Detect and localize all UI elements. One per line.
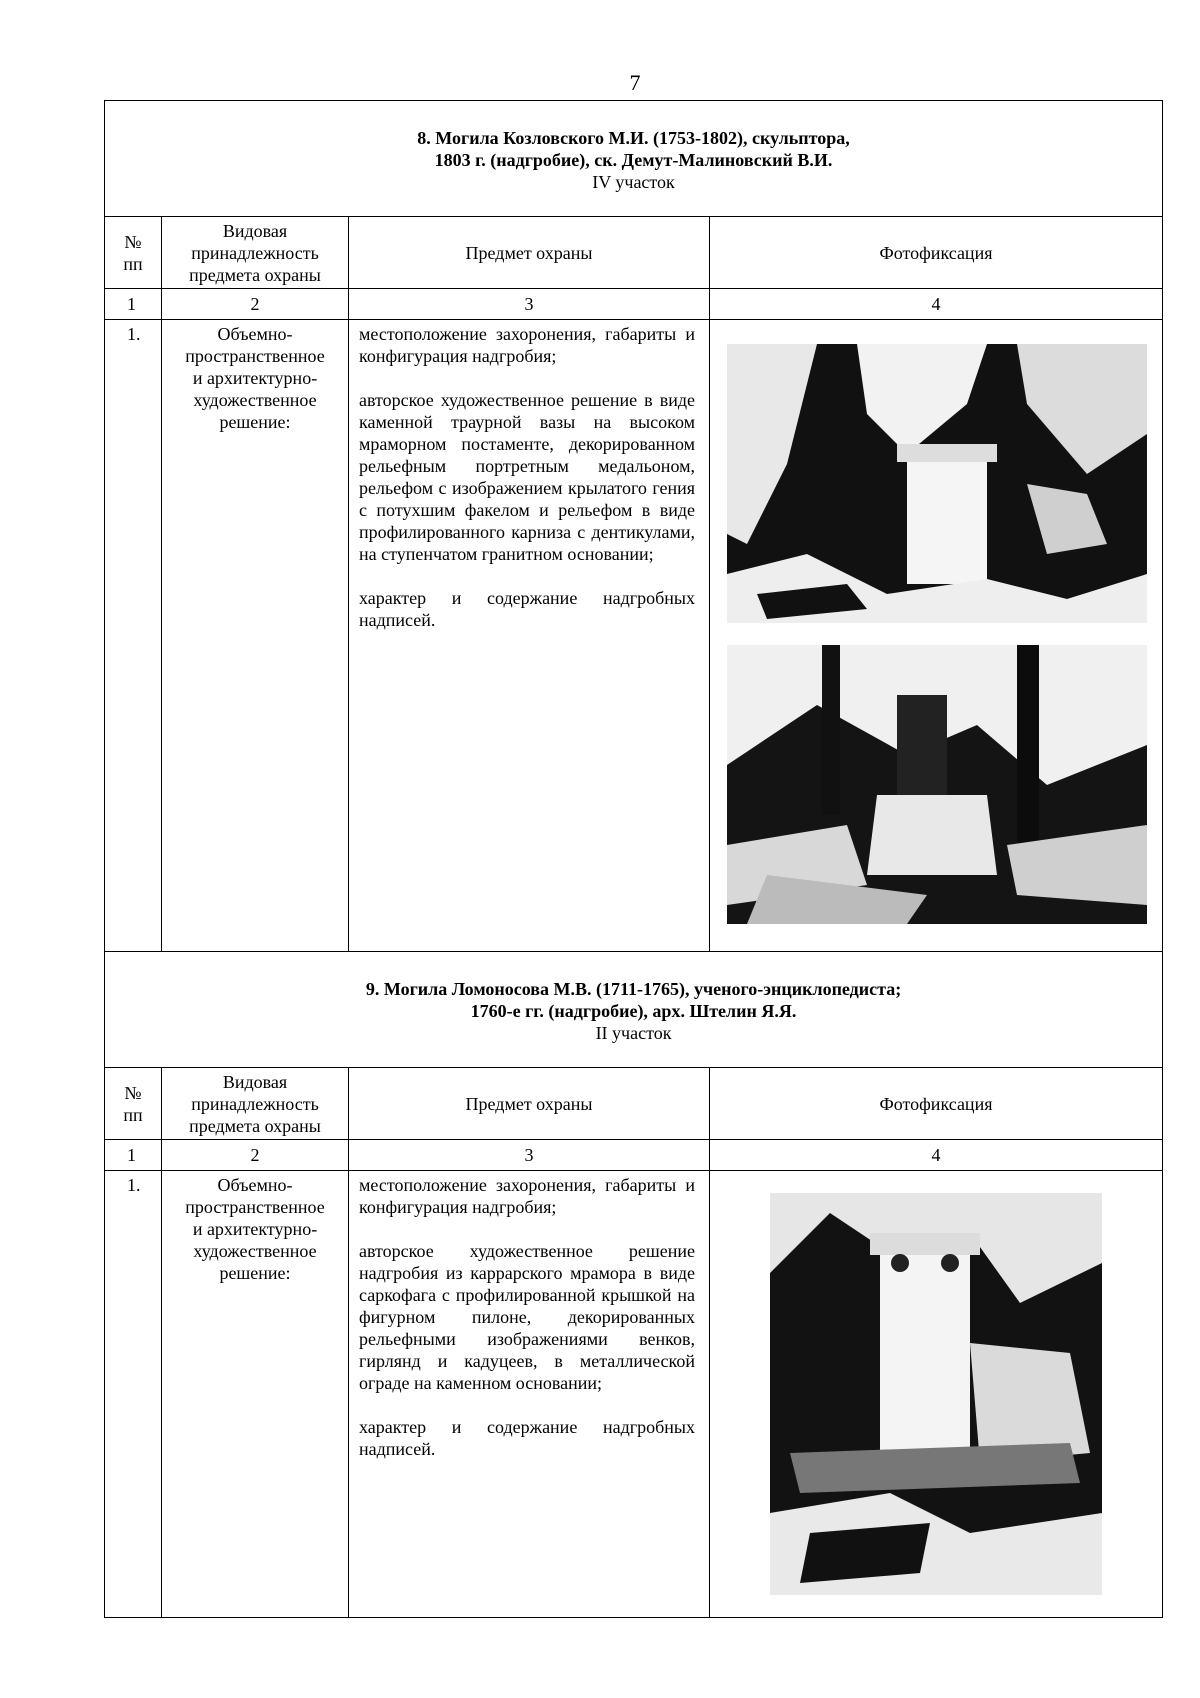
section-8-title-line1: 8. Могила Козловского М.И. (1753-1802), скульптора, — [417, 128, 850, 148]
subject-paragraph: авторское художественное решение в виде каменной траурной вазы на высоком мраморном постаменте, декорированном рельефным портретным медальоном, рельефом с изображением крылатого гения с потухшим факелом и рельефом в виде профилированного карниза с дентикулами, на ступенчатом гранитном основании; — [359, 390, 695, 564]
header-number — [105, 1068, 162, 1140]
header-type — [162, 217, 349, 289]
header-type-line2: принадлежность — [191, 242, 319, 263]
grave-photo-2-image — [727, 645, 1147, 924]
header-subject: Предмет охраны — [349, 1068, 710, 1140]
header-type-line3: предмета охраны — [189, 1115, 321, 1136]
row-number: 1. — [105, 320, 162, 952]
section-8-title-line2: 1803 г. (надгробие), ск. Демут-Малиновский В.И. — [434, 150, 833, 170]
header-type-line1: Видовая — [222, 1071, 288, 1092]
row-type — [162, 1171, 349, 1618]
grave-photo-3 — [770, 1193, 1102, 1595]
row-subject — [349, 320, 710, 952]
header-number — [105, 217, 162, 289]
col-number-2: 2 — [162, 289, 349, 320]
header-type-line3: предмета охраны — [189, 264, 321, 285]
section-9-title-row — [105, 952, 1163, 1068]
row-number: 1. — [105, 1171, 162, 1618]
subject-paragraph: характер и содержание надгробных надписей. — [359, 588, 695, 630]
section-9-data-row — [105, 1171, 1163, 1618]
header-type-line1: Видовая — [222, 220, 288, 241]
type-line: решение: — [219, 1263, 291, 1283]
header-type-line2: принадлежность — [191, 1093, 319, 1114]
header-number-line2: пп — [123, 1104, 143, 1125]
type-line: Объемно- — [217, 1175, 293, 1195]
grave-photo-2 — [727, 645, 1147, 924]
type-line: и архитектурно- — [192, 1219, 318, 1239]
col-number-1: 1 — [105, 1140, 162, 1171]
type-line: художественное — [193, 1241, 317, 1261]
col-number-1: 1 — [105, 289, 162, 320]
subject-paragraph: авторское художественное решение надгробия из каррарского мрамора в виде саркофага с профилированной крышкой на фигурном пилоне, декорированных рельефными изображениями венков, гирлянд и кадуцеев, в металлической ограде на каменном основании; — [359, 1241, 695, 1393]
row-subject — [349, 1171, 710, 1618]
type-line: и архитектурно- — [192, 368, 318, 388]
section-9-plot: II участок — [595, 1023, 672, 1043]
type-line: решение: — [219, 412, 291, 432]
header-number-line2: пп — [123, 253, 143, 274]
section-8-title — [105, 101, 1163, 217]
header-type — [162, 1068, 349, 1140]
col-number-4: 4 — [710, 289, 1163, 320]
grave-photo-1 — [727, 344, 1147, 623]
heritage-table — [104, 100, 1163, 1618]
section-8-plot: IV участок — [592, 172, 675, 192]
page-number: 7 — [629, 70, 641, 95]
type-line: художественное — [193, 390, 317, 410]
type-line: Объемно- — [217, 324, 293, 344]
section-8-title-row — [105, 101, 1163, 217]
subject-paragraph: местоположение захоронения, габариты и конфигурация надгробия; — [359, 1175, 695, 1217]
col-number-4: 4 — [710, 1140, 1163, 1171]
col-number-3: 3 — [349, 289, 710, 320]
section-8-column-number-row — [105, 289, 1163, 320]
header-number-line1: № — [124, 1082, 142, 1103]
row-photos — [710, 320, 1163, 952]
subject-paragraph: характер и содержание надгробных надписей. — [359, 1417, 695, 1459]
section-9-title-line2: 1760-е гг. (надгробие), арх. Штелин Я.Я. — [470, 1001, 797, 1021]
section-9-title — [105, 952, 1163, 1068]
type-line: пространственное — [185, 346, 325, 366]
type-line: пространственное — [185, 1197, 325, 1217]
header-photo: Фотофиксация — [710, 217, 1163, 289]
col-number-3: 3 — [349, 1140, 710, 1171]
header-number-line1: № — [124, 231, 142, 252]
section-8-header-row — [105, 217, 1163, 289]
row-type — [162, 320, 349, 952]
row-photos — [710, 1171, 1163, 1618]
col-number-2: 2 — [162, 1140, 349, 1171]
header-subject: Предмет охраны — [349, 217, 710, 289]
section-9-header-row — [105, 1068, 1163, 1140]
grave-photo-3-image — [770, 1193, 1102, 1595]
header-photo: Фотофиксация — [710, 1068, 1163, 1140]
subject-paragraph: местоположение захоронения, габариты и конфигурация надгробия; — [359, 324, 695, 366]
section-8-data-row — [105, 320, 1163, 952]
grave-photo-1-image — [727, 344, 1147, 623]
section-9-column-number-row — [105, 1140, 1163, 1171]
section-9-title-line1: 9. Могила Ломоносова М.В. (1711-1765), ученого-энциклопедиста; — [365, 979, 902, 999]
